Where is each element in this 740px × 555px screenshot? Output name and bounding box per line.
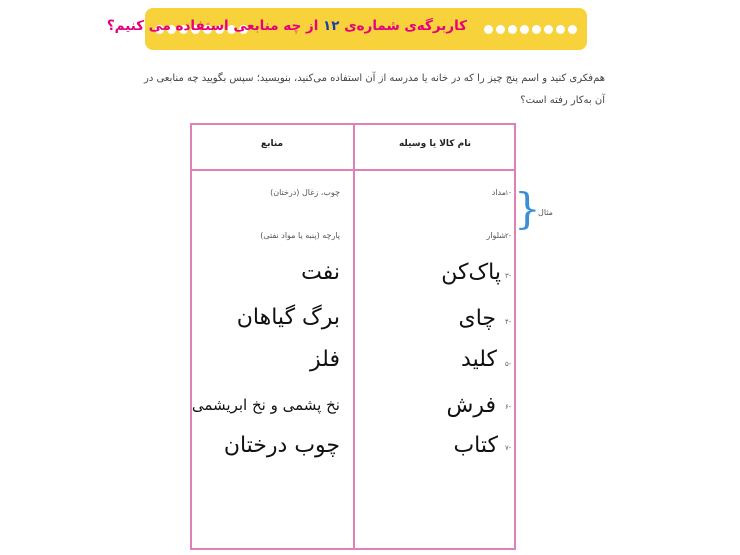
answer-source: فلز	[310, 347, 340, 372]
source-column-header: منابع	[260, 139, 284, 149]
answer-item: کلید	[461, 347, 497, 372]
row-number: ۷-	[505, 444, 512, 452]
title-suffix: از چه منابعی استفاده می کنیم؟	[106, 18, 319, 34]
example-item: شلوار	[486, 231, 506, 240]
brace-icon: }	[514, 184, 541, 233]
title-banner	[106, 8, 587, 50]
answer-table	[190, 123, 516, 550]
title-prefix: کاربرگه‌ی شماره‌ی	[344, 18, 467, 34]
answer-source: نفت	[301, 260, 340, 285]
row-number: ۲-	[505, 232, 512, 240]
answer-source: چوب درختان	[223, 433, 340, 458]
row-number: ۱-	[505, 189, 512, 197]
answer-item: چای	[458, 306, 496, 331]
answer-item: کتاب	[453, 433, 498, 458]
row-number: ۶-	[505, 403, 512, 411]
column-divider	[353, 125, 355, 548]
answer-source: نخ پشمی و نخ ابریشمی	[191, 396, 340, 414]
row-number: ۴-	[505, 318, 512, 326]
item-column-header: نام کالا یا وسیله	[398, 139, 472, 149]
answer-source: برگ گیاهان	[236, 305, 340, 330]
example-item: مداد	[491, 188, 506, 197]
answer-item: پاک‌کن	[441, 260, 501, 285]
row-number: ۵-	[505, 360, 512, 368]
example-source: پارچه (پنبه یا مواد نفتی)	[260, 231, 340, 240]
worksheet-number: ۱۲	[323, 18, 340, 34]
header-divider	[192, 169, 514, 171]
row-number: ۳-	[505, 272, 512, 280]
worksheet-title	[106, 18, 467, 34]
answer-item: فرش	[446, 393, 496, 418]
example-source: چوب، زغال (درختان)	[270, 188, 340, 197]
example-label: مثال	[538, 208, 553, 217]
instruction-text: هم‌فکری کنید و اسم پنج چیز را که در خانه یا مدرسه از آن استفاده می‌کنید، بنویسید؛ سپس بگویید چه منابعی در آن به‌کار رفته است؟	[143, 73, 605, 106]
decorative-dots-right	[484, 22, 577, 36]
